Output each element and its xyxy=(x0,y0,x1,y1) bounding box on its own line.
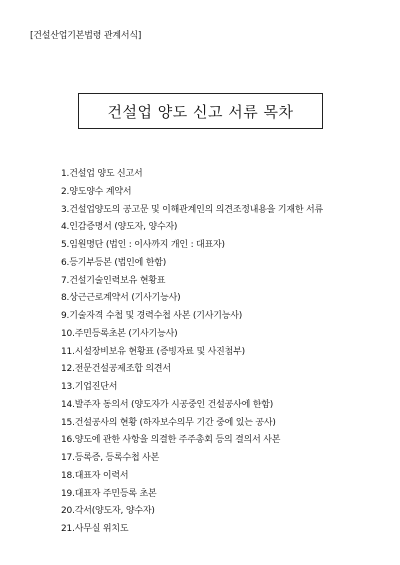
list-item-text: 건설업 양도 신고서 xyxy=(69,169,143,179)
list-item-text: 상근근로계약서 (기사기능사) xyxy=(69,293,181,304)
list-item-number: 21 . xyxy=(61,521,75,539)
list-item xyxy=(61,255,391,273)
list-item xyxy=(61,219,391,237)
list-item-text: 등기부등본 (법인에 한함) xyxy=(69,257,167,268)
list-item-number: 5 . xyxy=(61,237,69,255)
list-item xyxy=(61,415,391,433)
list-item xyxy=(61,202,391,220)
list-item-number: 20 . xyxy=(61,503,75,521)
document-title: 건설업 양도 신고 서류 목차 xyxy=(107,102,294,121)
list-item-number: 12 . xyxy=(61,361,75,379)
list-item-text: 건설기술인력보유 현황표 xyxy=(69,275,166,286)
list-item xyxy=(61,308,391,326)
list-item-number: 2 . xyxy=(61,184,69,202)
list-item-text: 기술자격 수첩 및 경력수첩 사본 (기사기능사) xyxy=(69,311,243,321)
list-item-number: 16 . xyxy=(61,432,75,450)
list-item-number: 9 . xyxy=(61,308,69,326)
list-item-number: 10 . xyxy=(61,326,75,344)
list-item-number: 1 . xyxy=(61,166,69,184)
list-item-text: 양도에 관한 사항을 의결한 주주총회 등의 결의서 사본 xyxy=(74,435,281,446)
list-item-text: 대표자 주민등록 초본 xyxy=(74,488,157,499)
list-item xyxy=(61,450,391,468)
list-item-number: 3 . xyxy=(61,202,69,220)
list-item-number: 13 . xyxy=(61,379,75,397)
list-item-text: 건설공사의 현황 (하자보수의무 기간 중에 있는 공사) xyxy=(74,417,276,428)
list-item-text: 임원명단 (법인 : 이사까지 개인 : 대표자) xyxy=(69,240,225,250)
list-item-text: 주민등록초본 (기사기능사) xyxy=(74,328,178,339)
list-item-text: 건설업양도의 공고문 및 이해관계인의 의견조정내용을 기재한 서류 xyxy=(69,204,324,215)
list-item xyxy=(61,503,391,521)
list-item xyxy=(61,344,391,362)
list-item-number: 14 . xyxy=(61,397,75,415)
form-category-label: [건설산업기본법령 관계서식] xyxy=(30,31,142,41)
list-item xyxy=(61,379,391,397)
list-item xyxy=(61,361,391,379)
list-item-number: 17 . xyxy=(61,450,75,468)
list-item-number: 18 . xyxy=(61,468,75,486)
list-item xyxy=(61,432,391,450)
list-item xyxy=(61,237,391,255)
list-item-text: 전문건설공제조합 의견서 xyxy=(74,364,171,375)
list-item xyxy=(61,290,391,308)
list-item-text: 사무실 위치도 xyxy=(74,524,129,534)
list-item-text: 인감증명서 (양도자, 양수자) xyxy=(69,222,178,233)
required-documents-list xyxy=(61,166,391,539)
list-item xyxy=(61,326,391,344)
list-item-text: 대표자 이력서 xyxy=(74,470,129,481)
list-item-number: 4 . xyxy=(61,219,69,237)
list-item xyxy=(61,184,391,202)
title-box xyxy=(78,93,323,129)
list-item xyxy=(61,468,391,486)
list-item-number: 19 . xyxy=(61,486,75,504)
list-item-number: 6 . xyxy=(61,255,69,273)
list-item-text: 양도양수 계약서 xyxy=(69,186,132,197)
list-item xyxy=(61,273,391,291)
list-item xyxy=(61,486,391,504)
list-item xyxy=(61,397,391,415)
list-item-text: 기업진단서 xyxy=(74,382,118,392)
list-item-text: 발주자 동의서 (양도자가 시공중인 건설공사에 한함) xyxy=(74,399,274,410)
list-item-text: 등록증, 등록수첩 사본 xyxy=(74,453,160,463)
list-item-number: 15 . xyxy=(61,415,75,433)
list-item xyxy=(61,166,391,184)
list-item-text: 시설장비보유 현황표 (증빙자료 및 사진첨부) xyxy=(74,346,245,357)
list-item-number: 7 . xyxy=(61,273,69,291)
list-item-number: 8 . xyxy=(61,290,69,308)
list-item-number: 11 . xyxy=(61,344,75,362)
list-item xyxy=(61,521,391,539)
list-item-text: 각서(양도자, 양수자) xyxy=(74,506,155,517)
